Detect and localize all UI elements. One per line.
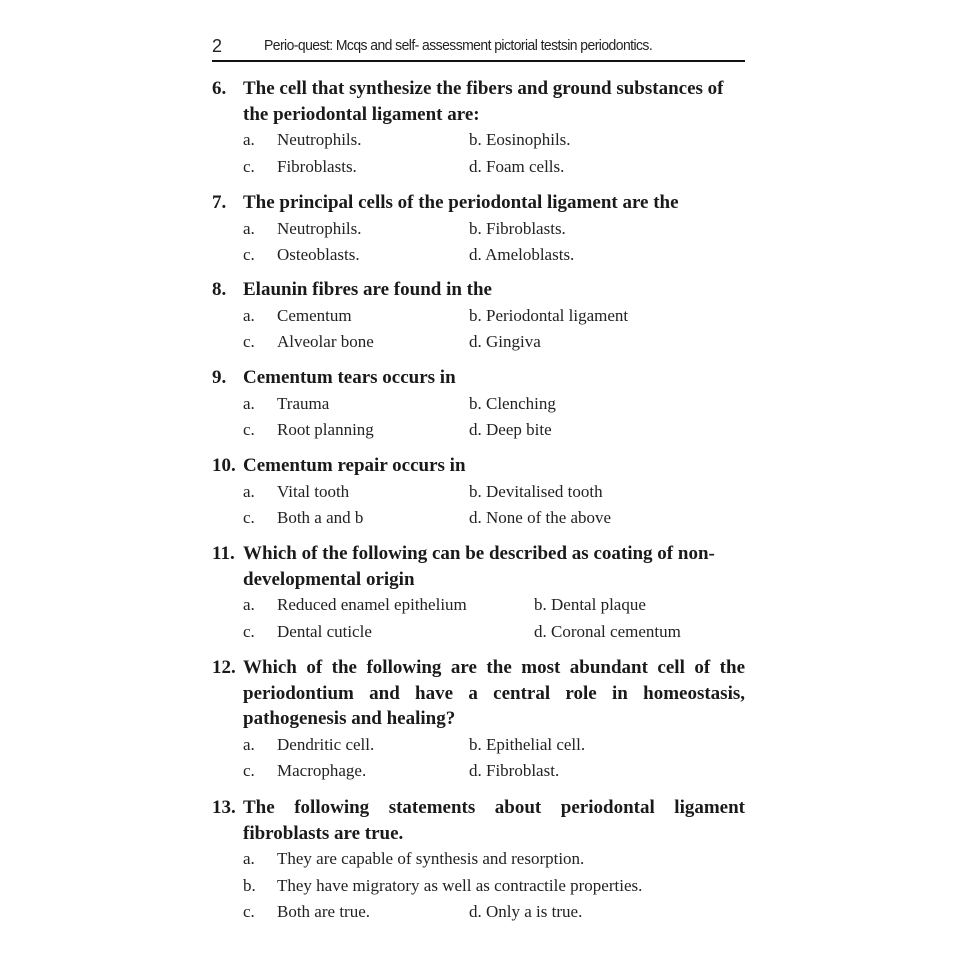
option-letter: a. (243, 218, 255, 238)
option-row (212, 479, 745, 506)
question-stem (212, 365, 745, 391)
option-letter: d. (469, 761, 482, 780)
option-a: Trauma (277, 393, 330, 413)
option-row (212, 505, 745, 532)
option-c: Alveolar bone (277, 332, 374, 351)
option-letter: c. (243, 902, 255, 921)
option-letter: d. (469, 332, 482, 351)
question-stem (212, 453, 745, 479)
page-number: 2 (212, 36, 223, 56)
option-row (212, 303, 745, 330)
question-number: 13. (212, 797, 236, 818)
question-text: The following statements about periodontal ligament fibroblasts are true. (243, 797, 745, 844)
option-c: Osteoblasts. (277, 245, 360, 264)
option-letter: c. (243, 761, 255, 780)
question-12 (212, 655, 745, 785)
option-b (469, 732, 585, 759)
option-letter: d. (469, 508, 482, 527)
question-stem (212, 76, 745, 127)
question-13 (212, 795, 745, 926)
question-stem (212, 277, 745, 303)
question-7 (212, 190, 745, 269)
option-letter: a. (243, 130, 255, 149)
option-text: Devitalised tooth (486, 481, 603, 501)
question-stem (212, 190, 745, 216)
option-b (534, 592, 646, 619)
option-row (212, 846, 745, 873)
option-row (212, 899, 745, 926)
option-b: They have migratory as well as contractile properties. (277, 875, 643, 895)
option-letter: a. (243, 734, 255, 754)
option-c: Fibroblasts. (277, 156, 357, 176)
option-row (212, 242, 745, 269)
option-text: Fibroblast. (486, 761, 560, 780)
option-a: They are capable of synthesis and resorption. (277, 849, 585, 868)
question-text: Which of the following are the most abundant cell of the periodontium and have a central role in homeostasis, pathogenesis and healing? (243, 657, 745, 729)
running-title: Perio-quest: Mcqs and self- assessment pictorial testsin periodontics. (264, 37, 653, 54)
option-row (212, 592, 745, 619)
option-text: Fibroblasts. (486, 218, 566, 238)
option-row (212, 758, 745, 785)
option-d (469, 329, 541, 356)
option-text: Eosinophils. (486, 130, 571, 149)
option-c: Both a and b (277, 508, 364, 527)
option-c: Root planning (277, 420, 374, 439)
option-d (469, 242, 574, 269)
question-text: Cementum repair occurs in (243, 455, 466, 476)
option-b (469, 303, 628, 330)
option-d (534, 619, 681, 646)
option-letter: d. (534, 621, 547, 641)
question-text-line-1: Which of the following can be described as coating of non- (243, 543, 715, 564)
option-text: Ameloblasts. (485, 245, 575, 264)
question-number: 10. (212, 455, 236, 476)
option-text: Periodontal ligament (486, 305, 629, 325)
option-letter: a. (243, 481, 255, 501)
option-text: Epithelial cell. (486, 734, 586, 754)
question-stem (212, 795, 745, 846)
question-number: 7. (212, 192, 227, 213)
option-letter: a. (243, 305, 255, 325)
question-8 (212, 277, 745, 356)
option-letter: a. (243, 393, 255, 413)
option-letter: b. (534, 595, 547, 614)
option-letter: c. (243, 508, 255, 527)
option-d (469, 758, 559, 785)
option-text: Coronal cementum (551, 621, 681, 641)
option-b (469, 479, 603, 506)
question-text: The principal cells of the periodontal ligament are the (243, 192, 679, 213)
option-a: Neutrophils. (277, 130, 362, 149)
option-a: Vital tooth (277, 481, 350, 501)
question-number: 8. (212, 279, 227, 300)
question-9 (212, 365, 745, 444)
question-10 (212, 453, 745, 532)
question-number: 9. (212, 367, 227, 388)
option-row (212, 154, 745, 181)
question-stem (212, 655, 745, 732)
option-text: Deep bite (486, 420, 552, 439)
option-row (212, 732, 745, 759)
question-number: 11. (212, 543, 235, 564)
option-text: Clenching (486, 393, 556, 413)
question-text: Cementum tears occurs in (243, 367, 456, 388)
option-row (212, 127, 745, 154)
question-number: 12. (212, 657, 236, 678)
option-b (469, 127, 571, 154)
option-c: Macrophage. (277, 761, 367, 780)
option-letter: c. (243, 420, 255, 439)
option-row (212, 417, 745, 444)
option-a: Reduced enamel epithelium (277, 595, 467, 614)
question-stem (212, 541, 745, 592)
option-letter: c. (243, 621, 255, 641)
option-b (469, 391, 556, 418)
option-text: Gingiva (486, 332, 541, 351)
option-letter: b. (469, 305, 482, 325)
option-row (212, 391, 745, 418)
option-letter: d. (469, 902, 482, 921)
page-header (212, 34, 745, 62)
question-text: The cell that synthesize the fibers and ground substances of the periodontal ligament are: (243, 78, 724, 125)
option-a: Neutrophils. (277, 218, 362, 238)
option-text: Foam cells. (486, 156, 565, 176)
option-a: Dendritic cell. (277, 734, 375, 754)
option-d (469, 899, 582, 926)
question-text-line-2: developmental origin (243, 568, 415, 590)
question-text: Elaunin fibres are found in the (243, 279, 492, 300)
option-letter: a. (243, 849, 255, 868)
option-letter: b. (469, 481, 482, 501)
option-text: Dental plaque (551, 595, 646, 614)
option-letter: b. (469, 734, 482, 754)
option-row (212, 216, 745, 243)
option-letter: d. (469, 245, 482, 264)
option-letter: d. (469, 156, 482, 176)
option-letter: c. (243, 332, 255, 351)
option-letter: b. (469, 130, 482, 149)
option-d (469, 417, 552, 444)
option-d (469, 154, 564, 181)
option-text: Only a is true. (486, 902, 583, 921)
question-number: 6. (212, 78, 227, 99)
option-letter: c. (243, 156, 255, 176)
option-letter: b. (469, 393, 482, 413)
option-c: Dental cuticle (277, 621, 372, 641)
option-d (469, 505, 611, 532)
option-row (212, 619, 745, 646)
option-c: Both are true. (277, 902, 370, 921)
option-letter: c. (243, 245, 255, 264)
question-6 (212, 76, 745, 180)
option-letter: d. (469, 420, 482, 439)
option-row (212, 329, 745, 356)
option-row (212, 873, 745, 900)
option-letter: b. (469, 218, 482, 238)
option-letter: b. (243, 875, 256, 895)
option-a: Cementum (277, 305, 352, 325)
option-b (469, 216, 566, 243)
option-text: None of the above (486, 508, 612, 527)
option-letter: a. (243, 595, 255, 614)
question-11 (212, 541, 745, 645)
